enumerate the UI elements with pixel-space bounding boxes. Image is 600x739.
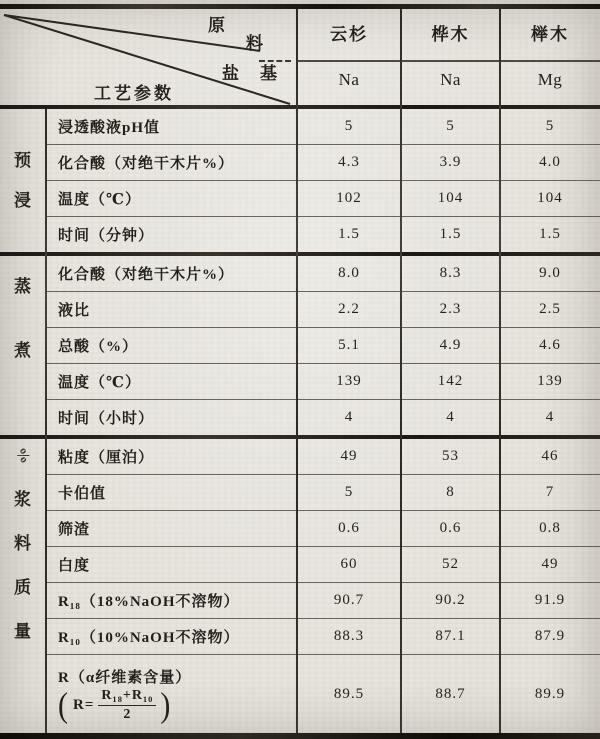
value-cell: 3.9 <box>439 154 462 170</box>
value-cell: 89.5 <box>333 685 365 702</box>
value-cell: 5 <box>344 484 354 500</box>
formula-numerator: R₁₈+R₁₀ <box>98 689 156 706</box>
section-cooking <box>0 256 600 435</box>
value-cell: 0.6 <box>439 520 462 536</box>
corner-label-raw-material-1: 原 <box>208 16 225 35</box>
header-column-birch <box>401 9 500 105</box>
table-row <box>45 144 600 180</box>
section-pre-impregnation <box>0 109 600 252</box>
value-cell: 5 <box>545 118 555 134</box>
header-row-divider <box>297 60 600 62</box>
value-cell: 90.7 <box>333 592 365 608</box>
formula-denominator: 2 <box>123 707 132 722</box>
header-divider-dash-fragment <box>259 60 291 62</box>
grid-line-col-3 <box>499 9 501 733</box>
value-cell: 4.3 <box>338 154 360 170</box>
value-cell: 89.9 <box>534 685 566 702</box>
value-cell: 2.2 <box>338 301 360 317</box>
formula-row-title: R（α纤维素含量） <box>58 670 192 686</box>
value-cell: 53 <box>442 448 459 464</box>
section-pulp-quality <box>0 439 600 733</box>
value-cell: 104 <box>537 190 563 206</box>
value-cell: 46 <box>541 448 559 464</box>
value-cell: 2.5 <box>539 301 561 317</box>
value-cell: 90.2 <box>435 592 466 608</box>
section-group-label: % 浆 料 质 量 <box>11 445 34 641</box>
value-cell: 9.0 <box>539 265 561 281</box>
value-cell: 8 <box>446 484 455 500</box>
value-cell: 5 <box>344 118 354 134</box>
value-cell: 1.5 <box>439 226 462 242</box>
value-cell: 104 <box>437 190 464 206</box>
header-column-spruce <box>297 9 401 105</box>
header-columns <box>297 9 600 105</box>
value-cell: 8.0 <box>338 265 360 281</box>
value-cell: 4 <box>344 409 354 425</box>
row-label: 化合酸（对绝干木片%） <box>58 156 235 172</box>
corner-label-base-1: 盐 <box>222 64 239 83</box>
table-row <box>45 109 600 144</box>
base-header: Na <box>338 69 360 89</box>
value-cell: 5.1 <box>338 337 360 353</box>
value-cell: 88.3 <box>333 628 365 644</box>
material-header: 云杉 <box>330 25 368 44</box>
value-cell: 5 <box>446 118 455 134</box>
table-row <box>45 439 600 474</box>
row-label: 卡伯值 <box>58 486 107 502</box>
value-cell: 1.5 <box>539 226 561 242</box>
table-bottom-border <box>0 733 600 739</box>
table-row <box>45 510 600 546</box>
table-row <box>45 180 600 216</box>
table-row <box>45 474 600 510</box>
formula <box>58 685 172 724</box>
value-cell: 8.3 <box>439 265 462 281</box>
row-label: 时间（小时） <box>58 411 155 427</box>
value-cell: 4 <box>446 409 455 425</box>
table-header <box>0 9 600 105</box>
formula-open-paren: ( <box>58 685 69 724</box>
table <box>0 4 600 739</box>
value-cell: 49 <box>340 448 358 464</box>
row-label: 时间（分钟） <box>58 228 155 244</box>
row-label: 温度（℃） <box>58 375 141 391</box>
header-column-beech <box>500 9 600 105</box>
section-group-label: 预 浸 <box>14 150 31 210</box>
row-label: 白度 <box>58 558 91 574</box>
value-cell: 4.9 <box>439 337 462 353</box>
row-label: 液比 <box>58 303 91 319</box>
formula-fraction <box>98 689 156 722</box>
value-cell: 139 <box>336 373 362 389</box>
table-row <box>45 582 600 618</box>
value-cell: 91.9 <box>534 592 566 608</box>
row-label: 浸透酸液pH值 <box>58 120 161 136</box>
value-cell: 4.0 <box>539 154 561 170</box>
table-row <box>45 327 600 363</box>
grid-line-group-divider <box>45 109 47 733</box>
value-cell: 87.1 <box>435 628 466 644</box>
base-header: Na <box>440 69 461 89</box>
corner-label-process-params: 工艺参数 <box>94 84 174 103</box>
value-cell: 139 <box>537 373 563 389</box>
row-label: R₁₈（18%NaOH不溶物） <box>58 594 240 610</box>
header-corner-cell <box>0 9 297 105</box>
value-cell: 52 <box>442 556 459 572</box>
value-cell: 1.5 <box>338 226 360 242</box>
table-row-alpha-cellulose <box>45 654 600 733</box>
corner-label-base-2: 基 <box>260 64 277 83</box>
value-cell: 7 <box>545 484 555 500</box>
value-cell: 4 <box>545 409 555 425</box>
value-cell: 88.7 <box>435 685 466 702</box>
value-cell: 142 <box>437 373 464 389</box>
row-label-with-formula <box>45 655 297 733</box>
stray-percent-mark: % <box>11 445 34 467</box>
formula-lhs: R= <box>73 697 95 713</box>
table-row <box>45 291 600 327</box>
table-row <box>45 618 600 654</box>
row-label: R₁₀（10%NaOH不溶物） <box>58 630 240 646</box>
value-cell: 4.6 <box>539 337 561 353</box>
value-cell: 49 <box>541 556 559 572</box>
table-row <box>45 256 600 291</box>
value-cell: 87.9 <box>534 628 566 644</box>
row-label: 筛渣 <box>58 522 91 538</box>
row-label: 总酸（%） <box>58 339 139 355</box>
corner-label-raw-material-2: 料 <box>246 34 263 53</box>
material-header: 榉木 <box>531 25 569 44</box>
value-cell: 0.8 <box>539 520 561 536</box>
section-group-label: 蒸 煮 <box>14 277 31 360</box>
grid-line-col-2 <box>400 9 402 733</box>
table-row <box>45 546 600 582</box>
value-cell: 102 <box>336 190 362 206</box>
table-row <box>45 363 600 399</box>
base-header: Mg <box>537 69 563 89</box>
row-label: 温度（℃） <box>58 192 141 208</box>
table-row <box>45 399 600 435</box>
row-label: 化合酸（对绝干木片%） <box>58 267 235 283</box>
value-cell: 2.3 <box>439 301 462 317</box>
value-cell: 60 <box>340 556 358 572</box>
row-label: 粘度（厘泊） <box>58 450 155 466</box>
table-row <box>45 216 600 252</box>
formula-close-paren: ) <box>160 685 172 724</box>
material-header: 桦木 <box>431 25 470 44</box>
grid-line-col-1 <box>296 9 298 733</box>
value-cell: 0.6 <box>338 520 360 536</box>
